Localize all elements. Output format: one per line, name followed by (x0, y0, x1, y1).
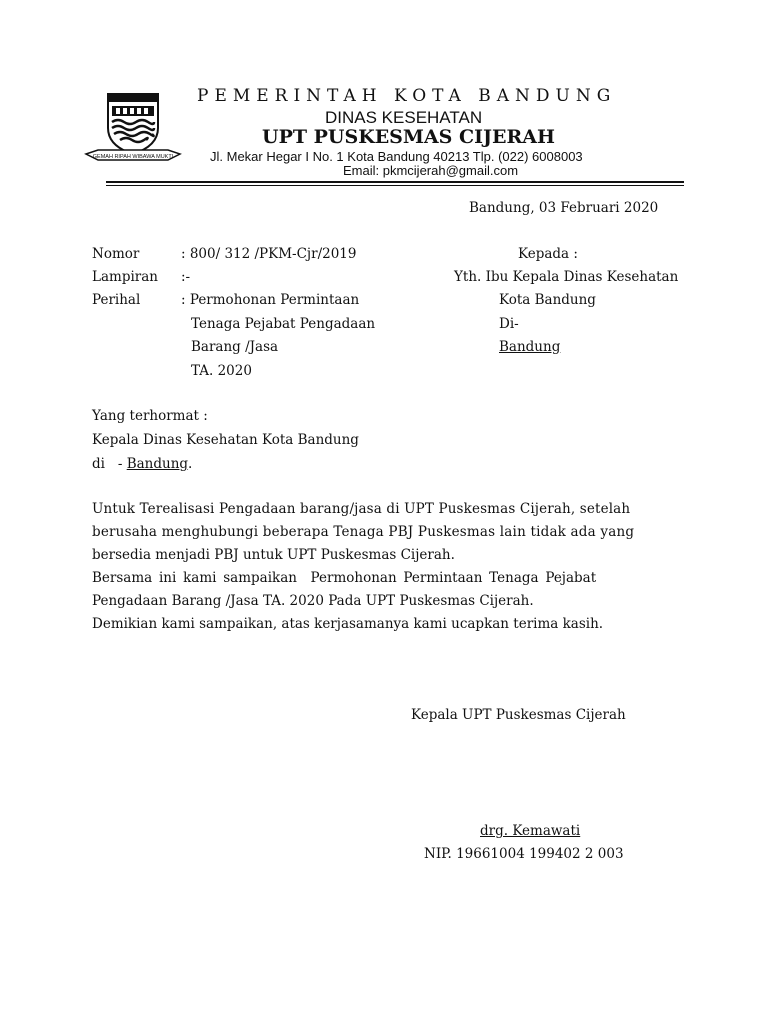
greeting-line-1: Yang terhormat : (92, 408, 208, 424)
letterhead-email: Email: pkmcijerah@gmail.com (343, 163, 519, 178)
greeting-prefix: di - (92, 456, 127, 472)
greeting-city: Bandung (126, 456, 189, 472)
letter-date: Bandung, 03 Februari 2020 (469, 200, 659, 216)
body-p1-line-3: bersedia menjadi PBJ untuk UPT Puskesmas Cijerah. (92, 547, 455, 563)
body-p1-line-2: berusaha menghubungi beberapa Tenaga PBJ Puskesmas lain tidak ada yang (92, 524, 635, 540)
body-p3-line-1: Demikian kami sampaikan, atas kerjasamanya kami ucapkan terima kasih. (92, 616, 604, 632)
recipient-line-4: Bandung (499, 339, 561, 355)
body-p1-line-1: Untuk Terealisasi Pengadaan barang/jasa di UPT Puskesmas Cijerah, setelah (92, 501, 631, 517)
header-rule-thin (106, 185, 684, 186)
nomor-value: : 800/ 312 /PKM-Cjr/2019 (181, 246, 357, 262)
recipient-line-3: Di- (499, 316, 519, 332)
body-p2-line-2: Pengadaan Barang /Jasa TA. 2020 Pada UPT Puskesmas Cijerah. (92, 593, 534, 609)
greeting-suffix: . (188, 456, 193, 472)
perihal-line-2: Tenaga Pejabat Pengadaan (191, 316, 376, 332)
logo-motto: GEMAH RIPAH WIBAWA MUKTI (92, 154, 174, 160)
lampiran-label: Lampiran (92, 269, 158, 285)
perihal-value: : Permohonan Permintaan (181, 292, 360, 308)
nomor-label: Nomor (92, 246, 140, 262)
perihal-line-4: TA. 2020 (191, 363, 252, 379)
signature-title: Kepala UPT Puskesmas Cijerah (411, 707, 626, 723)
letterhead-department: DINAS KESEHATAN (325, 108, 483, 127)
lampiran-value: :- (181, 269, 191, 285)
signature-name: drg. Kemawati (480, 823, 581, 839)
greeting-line-2: Kepala Dinas Kesehatan Kota Bandung (92, 432, 359, 448)
letterhead-address: Jl. Mekar Hegar I No. 1 Kota Bandung 40213 Tlp. (022) 6008003 (210, 149, 583, 164)
city-emblem-logo (82, 88, 184, 168)
recipient-line-2: Kota Bandung (499, 292, 596, 308)
letterhead-institution: UPT PUSKESMAS CIJERAH (262, 126, 555, 148)
header-rule-thick (106, 181, 684, 183)
perihal-label: Perihal (92, 292, 141, 308)
signature-nip: NIP. 19661004 199402 2 003 (424, 846, 624, 862)
letterhead-government: PEMERINTAH KOTA BANDUNG (197, 86, 617, 106)
perihal-line-3: Barang /Jasa (191, 339, 279, 355)
recipient-line-1: Yth. Ibu Kepala Dinas Kesehatan (454, 269, 679, 285)
body-p2-line-1: Bersama ini kami sampaikan Permohonan Permintaan Tenaga Pejabat (92, 570, 597, 586)
greeting-line-3 (92, 456, 192, 472)
recipient-kepada: Kepada : (518, 246, 578, 262)
